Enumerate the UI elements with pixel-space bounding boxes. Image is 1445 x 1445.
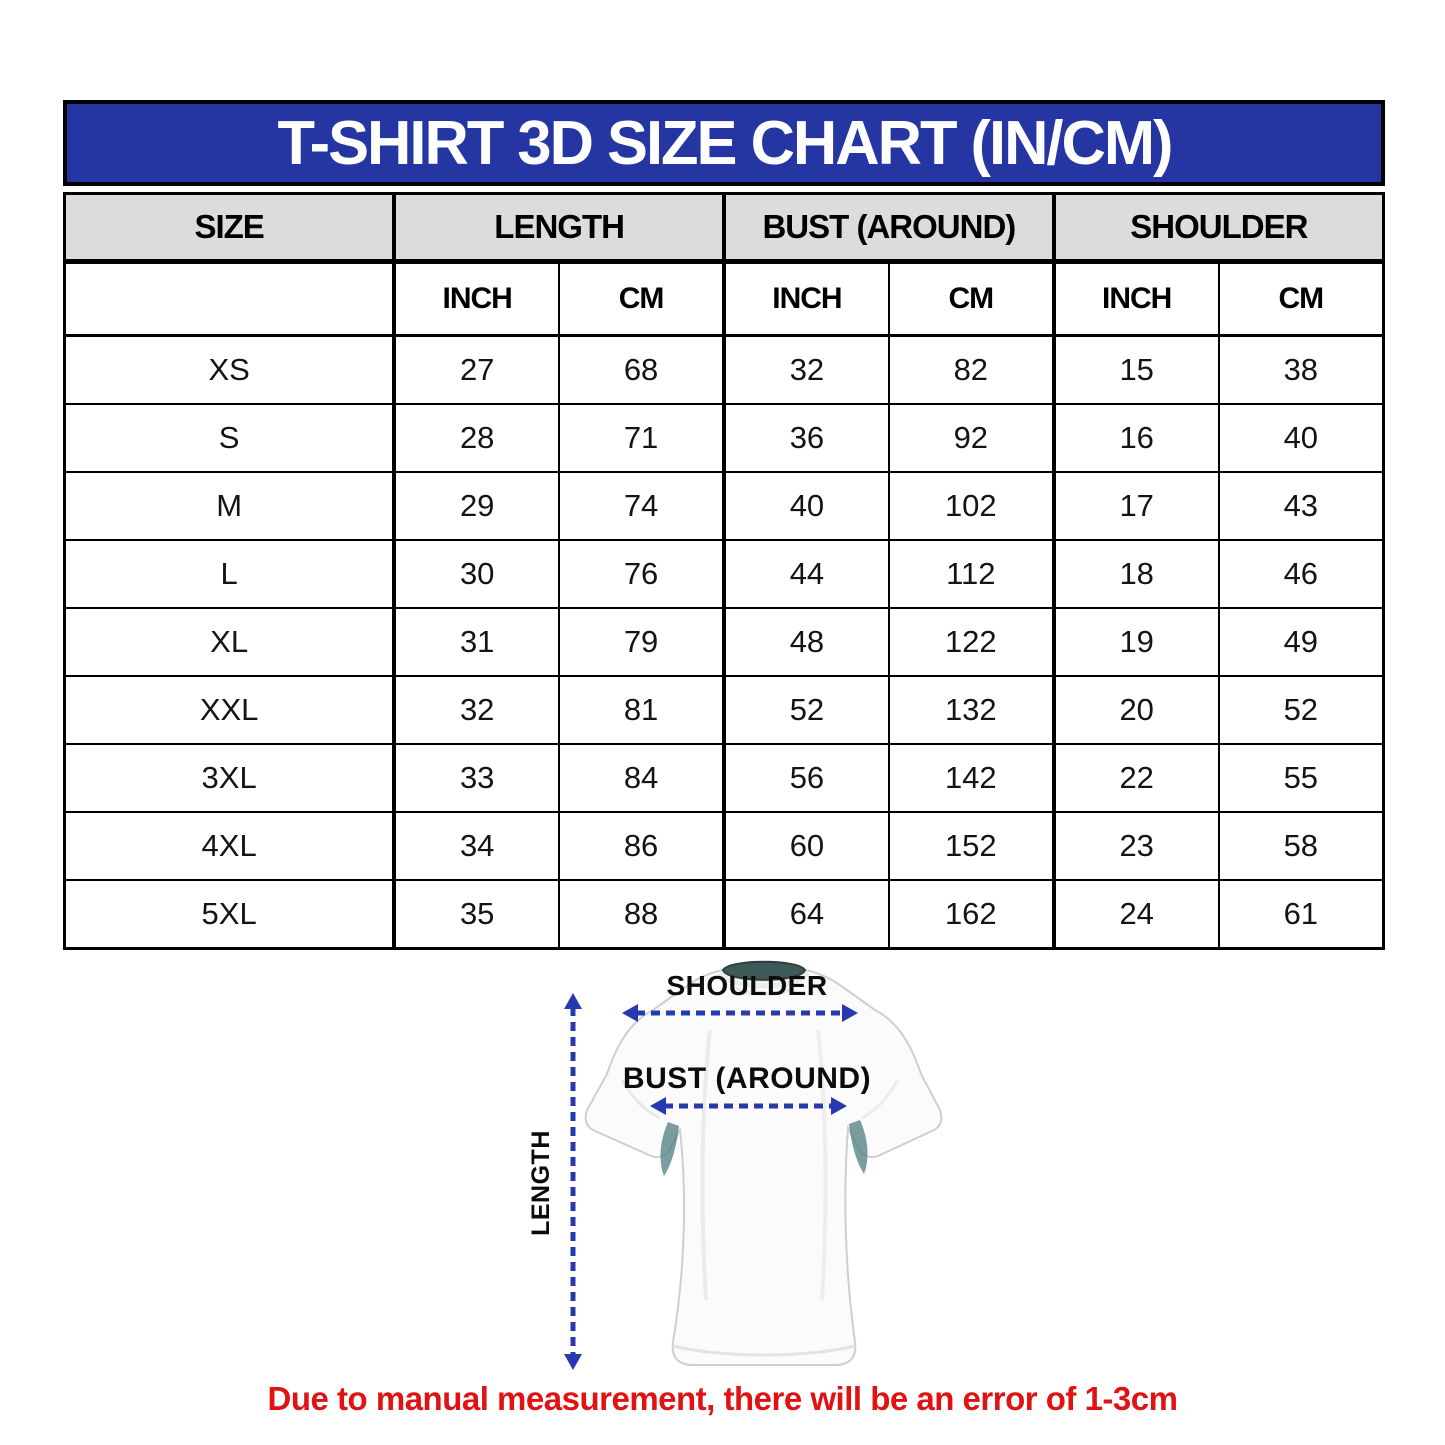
length-inch-value: 27: [394, 336, 559, 405]
unit-header-row: [65, 262, 1384, 336]
bust-inch-value: 40: [724, 472, 889, 540]
length-inch-value: 33: [394, 744, 559, 812]
length-measure-label: LENGTH: [527, 1130, 555, 1236]
size-label: 5XL: [65, 880, 395, 949]
bust-cm-value: 132: [889, 676, 1054, 744]
length-inch-value: 31: [394, 608, 559, 676]
shoulder-inch-value: 23: [1054, 812, 1219, 880]
size-label: 4XL: [65, 812, 395, 880]
length-cm-value: 84: [559, 744, 724, 812]
table-row-3xl: [65, 744, 1384, 812]
shoulder-arrow: [622, 1004, 858, 1022]
shoulder-cm-value: 46: [1219, 540, 1384, 608]
shoulder-cm-value: 40: [1219, 404, 1384, 472]
column-header-bust: BUST (AROUND): [724, 194, 1054, 262]
length-inch-value: 32: [394, 676, 559, 744]
length-cm-value: 71: [559, 404, 724, 472]
bust-cm-value: 152: [889, 812, 1054, 880]
length-inch-value: 28: [394, 404, 559, 472]
size-label: XL: [65, 608, 395, 676]
size-label: XXL: [65, 676, 395, 744]
size-table: [63, 192, 1385, 950]
unit-header-length-cm: CM: [559, 262, 724, 336]
length-arrow: [564, 993, 582, 1370]
length-inch-value: 30: [394, 540, 559, 608]
bust-cm-value: 122: [889, 608, 1054, 676]
bust-inch-value: 56: [724, 744, 889, 812]
length-cm-value: 81: [559, 676, 724, 744]
table-row-m: [65, 472, 1384, 540]
shoulder-inch-value: 20: [1054, 676, 1219, 744]
table-row-s: [65, 404, 1384, 472]
table-row-xxl: [65, 676, 1384, 744]
bust-inch-value: 44: [724, 540, 889, 608]
bust-inch-value: 52: [724, 676, 889, 744]
length-cm-value: 74: [559, 472, 724, 540]
bust-cm-value: 102: [889, 472, 1054, 540]
size-label: M: [65, 472, 395, 540]
bust-inch-value: 60: [724, 812, 889, 880]
column-header-size: SIZE: [65, 194, 395, 262]
size-label: L: [65, 540, 395, 608]
unit-header-bust-cm: CM: [889, 262, 1054, 336]
shoulder-inch-value: 22: [1054, 744, 1219, 812]
bust-cm-value: 162: [889, 880, 1054, 949]
table-row-l: [65, 540, 1384, 608]
group-header-row: [65, 194, 1384, 262]
length-cm-value: 68: [559, 336, 724, 405]
shoulder-cm-value: 49: [1219, 608, 1384, 676]
length-cm-value: 88: [559, 880, 724, 949]
table-row-xl: [65, 608, 1384, 676]
shoulder-cm-value: 55: [1219, 744, 1384, 812]
length-inch-value: 35: [394, 880, 559, 949]
bust-cm-value: 82: [889, 336, 1054, 405]
shoulder-inch-value: 24: [1054, 880, 1219, 949]
table-row-4xl: [65, 812, 1384, 880]
length-cm-value: 76: [559, 540, 724, 608]
shoulder-inch-value: 18: [1054, 540, 1219, 608]
bust-inch-value: 32: [724, 336, 889, 405]
bust-inch-value: 48: [724, 608, 889, 676]
unit-header-length-inch: INCH: [394, 262, 559, 336]
shoulder-measure-label: SHOULDER: [666, 970, 828, 1001]
measurement-arrows: [520, 956, 980, 1382]
bust-inch-value: 64: [724, 880, 889, 949]
column-header-length: LENGTH: [394, 194, 724, 262]
size-label: 3XL: [65, 744, 395, 812]
bust-measure-label: BUST (AROUND): [622, 1062, 872, 1095]
shoulder-cm-value: 43: [1219, 472, 1384, 540]
shoulder-cm-value: 61: [1219, 880, 1384, 949]
length-cm-value: 79: [559, 608, 724, 676]
size-label: S: [65, 404, 395, 472]
bust-arrow: [650, 1097, 847, 1115]
column-header-shoulder: SHOULDER: [1054, 194, 1384, 262]
shoulder-inch-value: 15: [1054, 336, 1219, 405]
bust-cm-value: 142: [889, 744, 1054, 812]
unit-header-shoulder-inch: INCH: [1054, 262, 1219, 336]
unit-header-shoulder-cm: CM: [1219, 262, 1384, 336]
table-row-5xl: [65, 880, 1384, 949]
bust-cm-value: 92: [889, 404, 1054, 472]
shoulder-inch-value: 17: [1054, 472, 1219, 540]
measurement-note: Due to manual measurement, there will be an error of 1-3cm: [267, 1380, 1178, 1417]
unit-header-empty: [65, 262, 395, 336]
unit-header-bust-inch: INCH: [724, 262, 889, 336]
bust-cm-value: 112: [889, 540, 1054, 608]
shoulder-inch-value: 16: [1054, 404, 1219, 472]
length-cm-value: 86: [559, 812, 724, 880]
table-row-xs: [65, 336, 1384, 405]
shoulder-cm-value: 38: [1219, 336, 1384, 405]
bust-inch-value: 36: [724, 404, 889, 472]
length-inch-value: 34: [394, 812, 559, 880]
shoulder-cm-value: 58: [1219, 812, 1384, 880]
title-banner: [63, 100, 1385, 186]
size-label: XS: [65, 336, 395, 405]
page-title: T-SHIRT 3D SIZE CHART (IN/CM): [277, 108, 1171, 178]
shoulder-cm-value: 52: [1219, 676, 1384, 744]
shoulder-inch-value: 19: [1054, 608, 1219, 676]
measurement-diagram: [520, 956, 980, 1382]
length-inch-value: 29: [394, 472, 559, 540]
